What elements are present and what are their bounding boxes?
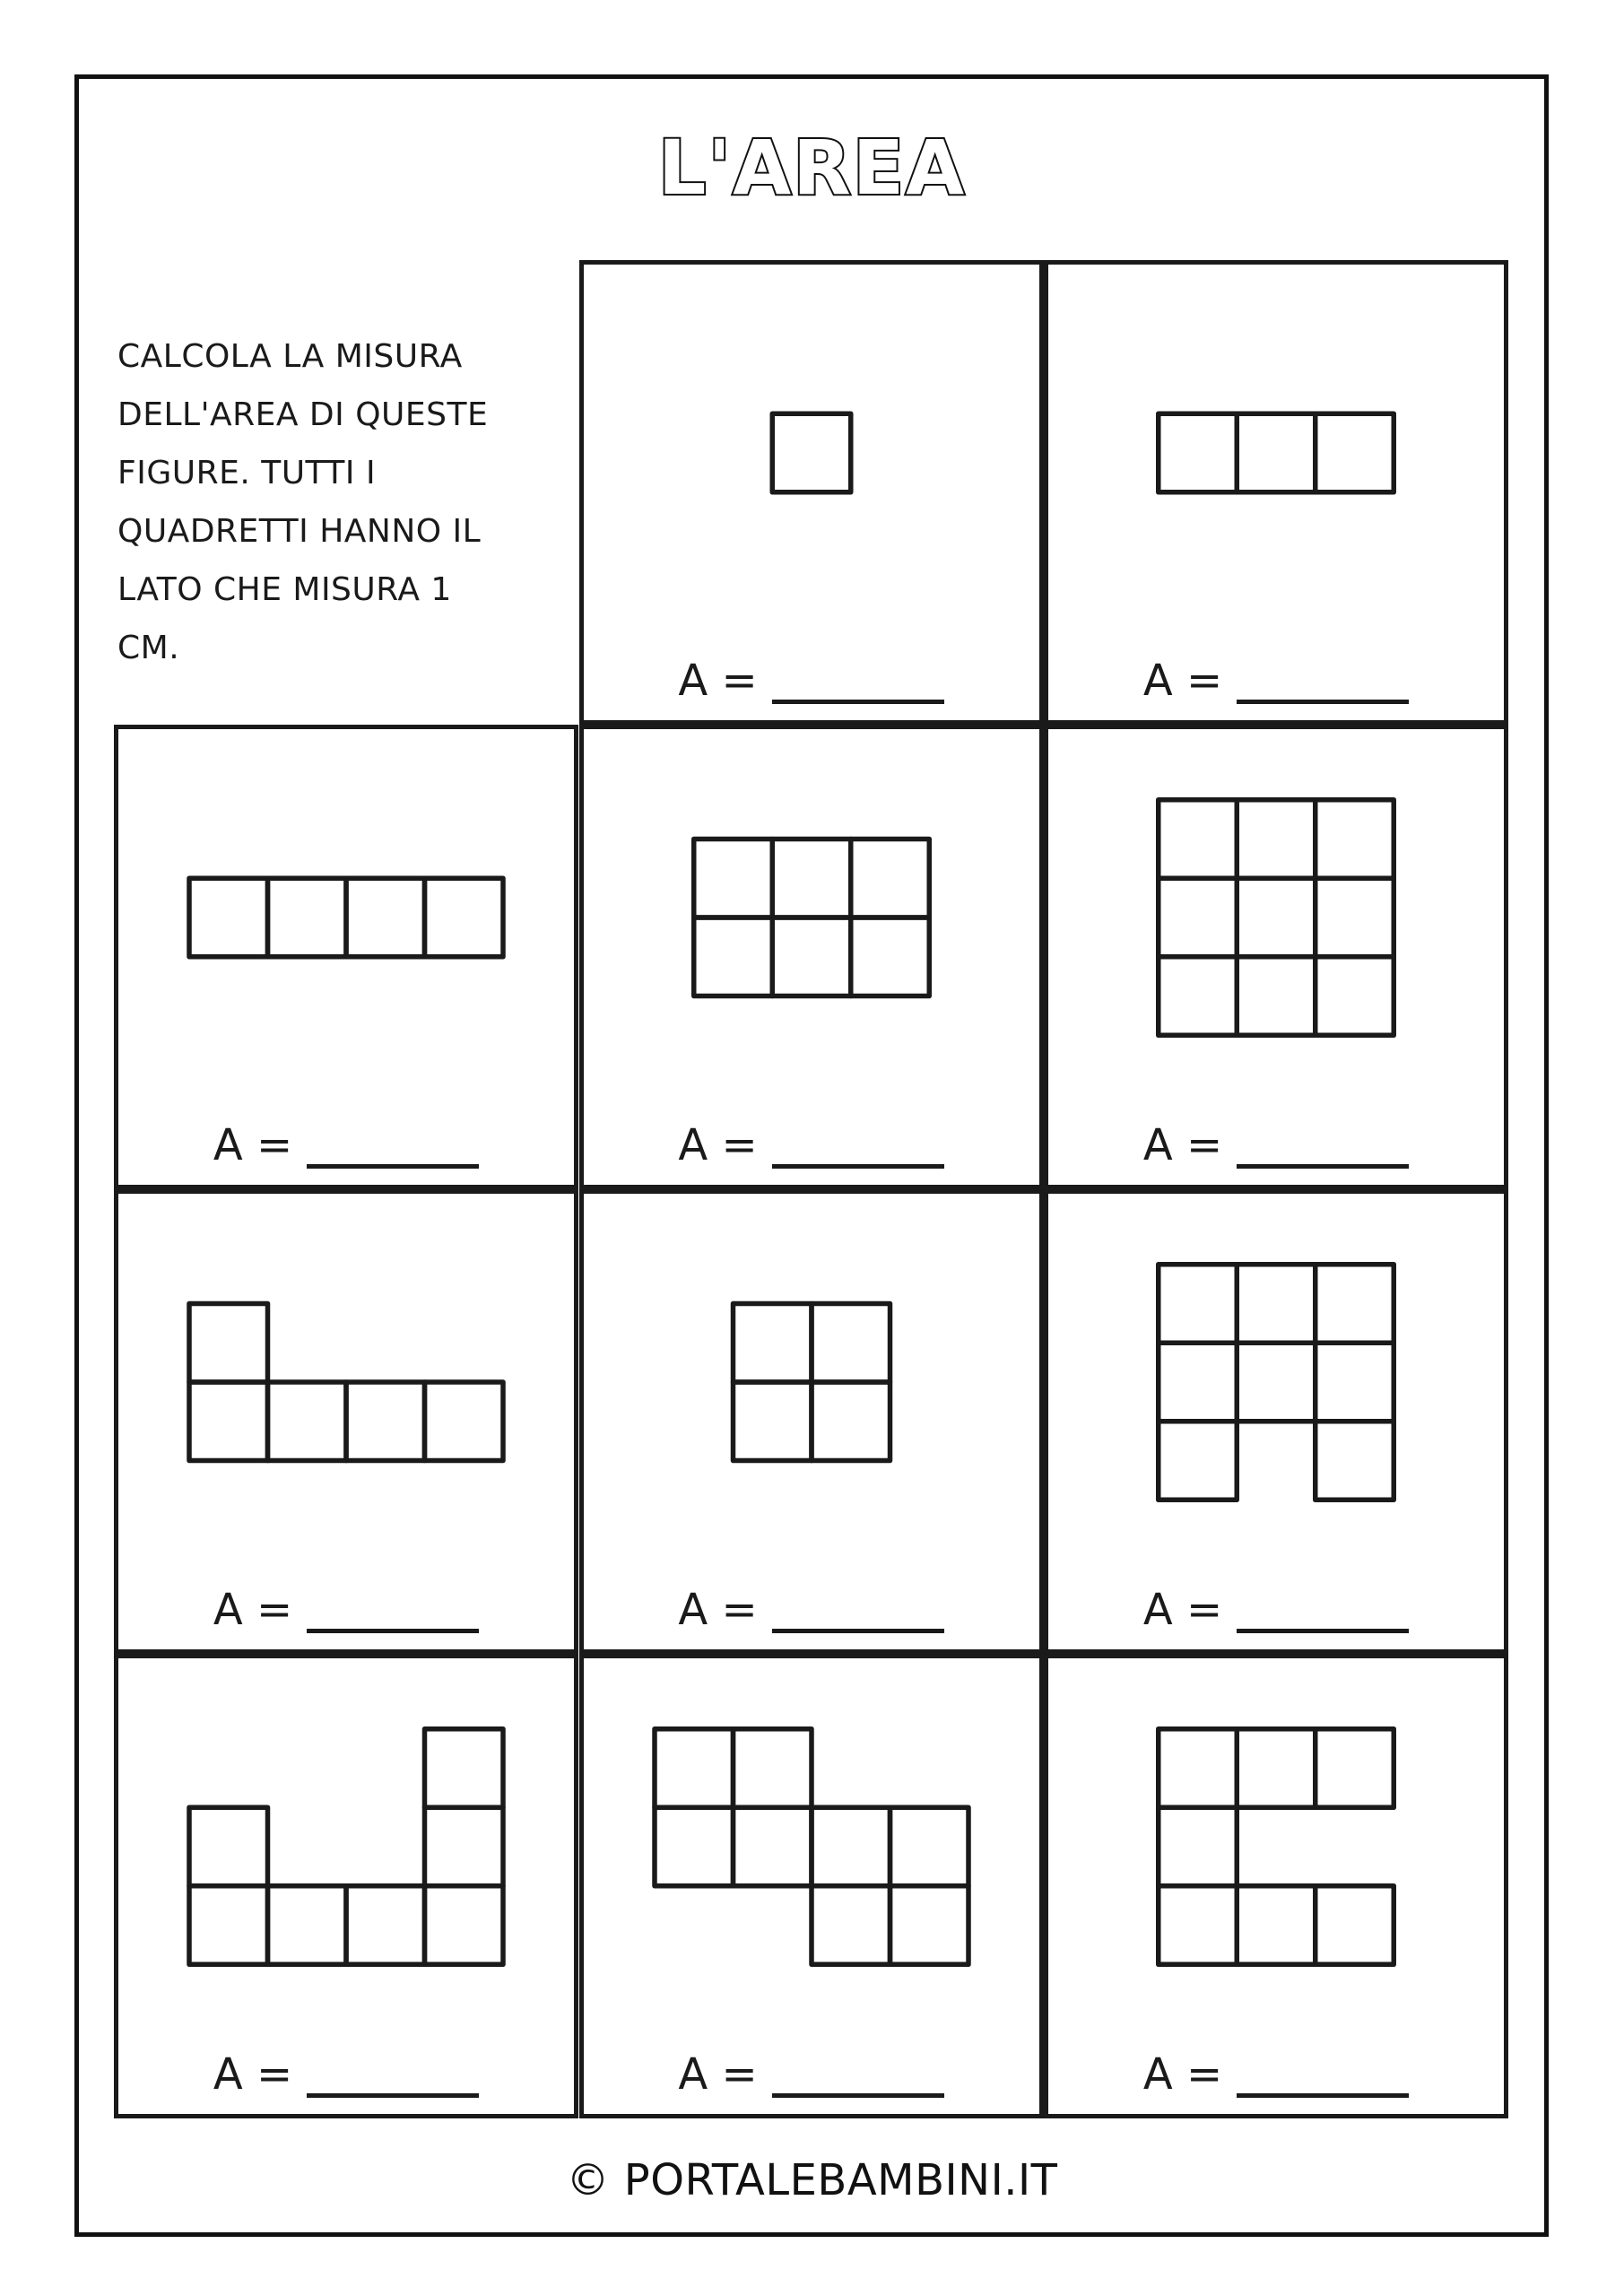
unit-square: [1316, 1343, 1394, 1422]
unit-square: [268, 1886, 347, 1965]
answer-blank[interactable]: [1237, 1629, 1409, 1633]
answer-row: [1048, 2049, 1504, 2100]
unit-square: [1316, 1729, 1394, 1808]
unit-square: [268, 878, 347, 957]
unit-square: [772, 413, 851, 492]
unit-square: [1159, 957, 1238, 1036]
area-label: A =: [213, 1585, 293, 1635]
exercise-cell: [579, 260, 1044, 725]
unit-square: [693, 839, 772, 918]
unit-square: [1316, 413, 1394, 492]
unit-square: [189, 1886, 268, 1965]
unit-square: [1316, 957, 1394, 1036]
unit-square: [346, 1886, 425, 1965]
unit-square: [812, 1304, 890, 1383]
unit-square: [1159, 878, 1238, 957]
unit-square: [890, 1807, 968, 1886]
unit-square: [425, 1382, 504, 1461]
unit-square: [1237, 957, 1316, 1036]
answer-row: [118, 1585, 574, 1635]
exercise-cell: [579, 1189, 1044, 1654]
area-label: A =: [1142, 1585, 1223, 1635]
unit-square: [189, 1382, 268, 1461]
instructions-text: [117, 327, 566, 677]
answer-row: [1048, 1120, 1504, 1170]
answer-row: [584, 2049, 1039, 2100]
unit-square: [425, 1807, 504, 1886]
unit-square: [693, 918, 772, 996]
unit-square: [1316, 1265, 1394, 1344]
answer-row: [584, 1585, 1039, 1635]
unit-square: [1237, 413, 1316, 492]
unit-square: [346, 878, 425, 957]
instructions-line: CALCOLA LA MISURA: [117, 338, 463, 375]
answer-row: [584, 656, 1039, 706]
unit-square: [1159, 1343, 1238, 1422]
instructions-line: FIGURE. TUTTI I: [117, 455, 377, 491]
unit-square: [772, 918, 851, 996]
unit-square: [812, 1382, 890, 1461]
unit-square: [1237, 878, 1316, 957]
answer-row: [118, 2049, 574, 2100]
area-label: A =: [1142, 2049, 1223, 2100]
unit-square: [1159, 800, 1238, 879]
exercise-cell: [1044, 260, 1508, 725]
area-label: A =: [1142, 1120, 1223, 1170]
unit-square: [1316, 800, 1394, 879]
unit-square: [1237, 800, 1316, 879]
answer-row: [118, 1120, 574, 1170]
area-label: A =: [678, 656, 758, 706]
worksheet-title: L'AREA: [657, 124, 967, 212]
exercise-cell: [1044, 1189, 1508, 1654]
answer-blank[interactable]: [1237, 1164, 1409, 1169]
unit-square: [655, 1729, 734, 1808]
answer-row: [1048, 656, 1504, 706]
area-label: A =: [678, 1120, 758, 1170]
unit-square: [1237, 1343, 1316, 1422]
exercise-cell: [579, 725, 1044, 1189]
unit-square: [189, 1304, 268, 1383]
exercise-cell: [114, 1654, 578, 2118]
instructions-line: CM.: [117, 630, 180, 666]
answer-blank[interactable]: [307, 1629, 479, 1633]
instructions-line: LATO CHE MISURA 1: [117, 571, 452, 608]
area-label: A =: [1142, 656, 1223, 706]
unit-square: [425, 1886, 504, 1965]
answer-blank[interactable]: [772, 1164, 944, 1169]
unit-square: [812, 1807, 890, 1886]
answer-row: [584, 1120, 1039, 1170]
unit-square: [1316, 1422, 1394, 1500]
unit-square: [268, 1382, 347, 1461]
unit-square: [425, 1729, 504, 1808]
unit-square: [189, 1807, 268, 1886]
unit-square: [425, 878, 504, 957]
unit-square: [1159, 1729, 1238, 1808]
instructions-line: QUADRETTI HANNO IL: [117, 513, 482, 550]
answer-row: [1048, 1585, 1504, 1635]
unit-square: [772, 839, 851, 918]
answer-blank[interactable]: [1237, 700, 1409, 704]
exercise-cell: [114, 1189, 578, 1654]
area-label: A =: [213, 1120, 293, 1170]
unit-square: [1316, 1886, 1394, 1965]
area-label: A =: [678, 2049, 758, 2100]
area-label: A =: [213, 2049, 293, 2100]
unit-square: [1159, 1807, 1238, 1886]
unit-square: [1237, 1886, 1316, 1965]
answer-blank[interactable]: [307, 2093, 479, 2098]
unit-square: [1159, 1422, 1238, 1500]
unit-square: [850, 839, 929, 918]
unit-square: [733, 1729, 812, 1808]
unit-square: [733, 1304, 812, 1383]
answer-blank[interactable]: [772, 1629, 944, 1633]
answer-blank[interactable]: [1237, 2093, 1409, 2098]
unit-square: [733, 1807, 812, 1886]
unit-square: [1316, 878, 1394, 957]
unit-square: [346, 1382, 425, 1461]
area-label: A =: [678, 1585, 758, 1635]
unit-square: [655, 1807, 734, 1886]
answer-blank[interactable]: [772, 2093, 944, 2098]
unit-square: [812, 1886, 890, 1965]
answer-blank[interactable]: [772, 700, 944, 704]
exercise-cell: [1044, 725, 1508, 1189]
unit-square: [890, 1886, 968, 1965]
unit-square: [850, 918, 929, 996]
exercise-cell: [1044, 1654, 1508, 2118]
unit-square: [189, 878, 268, 957]
unit-square: [1159, 413, 1238, 492]
unit-square: [1237, 1265, 1316, 1344]
unit-square: [1159, 1886, 1238, 1965]
instructions-line: DELL'AREA DI QUESTE: [117, 396, 489, 433]
exercise-cell: [114, 725, 578, 1189]
unit-square: [1237, 1729, 1316, 1808]
answer-blank[interactable]: [307, 1164, 479, 1169]
unit-square: [733, 1382, 812, 1461]
copyright-footer: © PORTALEBAMBINI.IT: [566, 2155, 1058, 2205]
unit-square: [1159, 1265, 1238, 1344]
exercise-cell: [579, 1654, 1044, 2118]
